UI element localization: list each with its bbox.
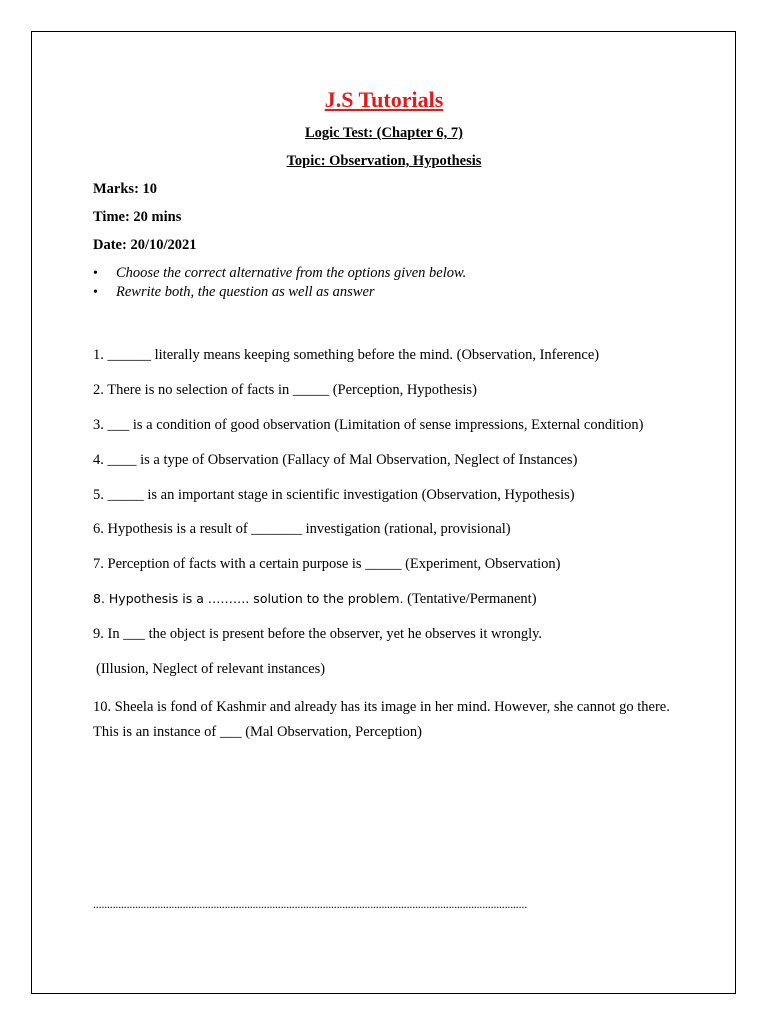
instruction-text: Rewrite both, the question as well as answer [116,284,375,300]
instructions-list [93,264,466,302]
date-line: Date: 20/10/2021 [93,237,197,253]
question-3: 3. ___ is a condition of good observation (Limitation of sense impressions, External condition) [93,417,644,433]
question-9: 9. In ___ the object is present before the observer, yet he observes it wrongly. [93,626,543,642]
dotted-separator: ........................................................................................................................................................... [93,897,528,911]
question-8 [93,590,693,608]
marks-line: Marks: 10 [93,181,158,197]
question-9-options: (Illusion, Neglect of relevant instances) [96,661,326,677]
test-title: Logic Test: (Chapter 6, 7) [304,125,464,141]
question-4: 4. ____ is a type of Observation (Fallacy of Mal Observation, Neglect of Instances) [93,452,578,468]
topic-line: Topic: Observation, Hypothesis [286,153,482,169]
question-7: 7. Perception of facts with a certain purpose is _____ (Experiment, Observation) [93,556,561,572]
school-name-heading: J.S Tutorials [324,87,444,112]
question-8-text: 8. Hypothesis is a ………. solution to the problem. [93,591,404,606]
time-line: Time: 20 mins [93,209,182,225]
question-5: 5. _____ is an important stage in scientific investigation (Observation, Hypothesis) [93,487,575,503]
question-6: 6. Hypothesis is a result of _______ investigation (rational, provisional) [93,521,511,537]
page-border [31,31,736,994]
question-2: 2. There is no selection of facts in _____ (Perception, Hypothesis) [93,382,477,398]
bullet-icon: • [93,285,98,300]
question-10: 10. Sheela is fond of Kashmir and already has its image in her mind. However, she cannot go there. This is an instance of ___ (Mal Observation, Perception) [93,699,670,740]
question-1: 1. ______ literally means keeping something before the mind. (Observation, Inference) [93,347,600,363]
question-8-options: (Tentative/Permanent) [403,591,537,607]
instruction-text: Choose the correct alternative from the options given below. [116,265,467,281]
bullet-icon: • [93,266,98,281]
instruction-item [93,264,466,283]
instruction-item [93,283,466,302]
